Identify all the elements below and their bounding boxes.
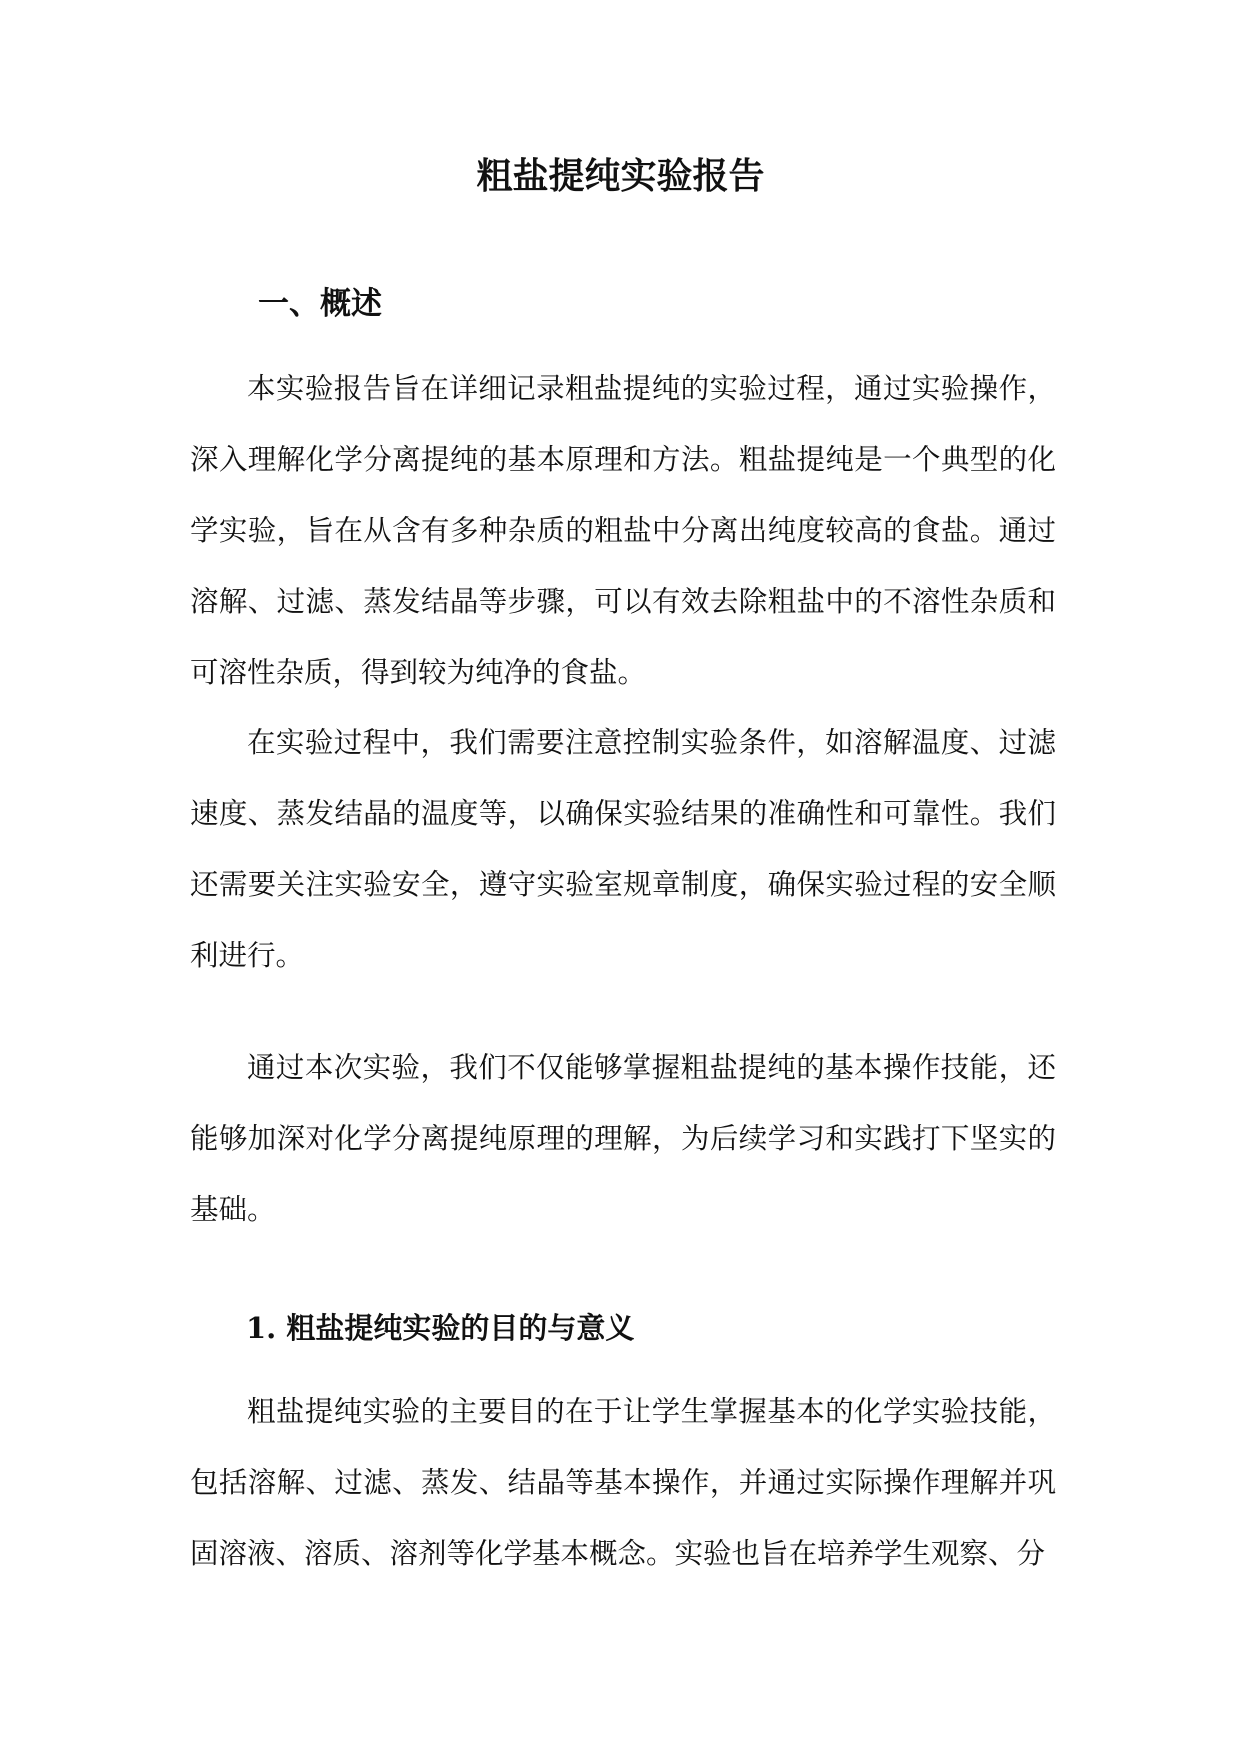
subsection-heading-purpose: 1. 粗盐提纯实验的目的与意义 <box>246 1311 635 1345</box>
paragraph-overview-2: 在实验过程中，我们需要注意控制实验条件，如溶解温度、过滤速度、蒸发结晶的温度等，以确保实验结果的准确性和可靠性。我们还需要关注实验安全，遵守实验室规章制度，确保实验过程的安全顺利进行。 <box>190 726 1056 972</box>
section-heading-overview: 一、概述 <box>258 286 382 322</box>
paragraph-purpose: 粗盐提纯实验的主要目的在于让学生掌握基本的化学实验技能，包括溶解、过滤、蒸发、结晶等基本操作，并通过实际操作理解并巩固溶液、溶质、溶剂等化学基本概念。实验也旨在培养学生观察、分 <box>190 1395 1056 1570</box>
paragraph-overview-1: 本实验报告旨在详细记录粗盐提纯的实验过程，通过实验操作，深入理解化学分离提纯的基本原理和方法。粗盐提纯是一个典型的化学实验，旨在从含有多种杂质的粗盐中分离出纯度较高的食盐。通过溶解、过滤、蒸发结晶等步骤，可以有效去除粗盐中的不溶性杂质和可溶性杂质，得到较为纯净的食盐。 <box>190 372 1056 689</box>
paragraph-overview-3: 通过本次实验，我们不仅能够掌握粗盐提纯的基本操作技能，还能够加深对化学分离提纯原理的理解，为后续学习和实践打下坚实的基础。 <box>190 1051 1056 1226</box>
document-title: 粗盐提纯实验报告 <box>476 155 765 197</box>
